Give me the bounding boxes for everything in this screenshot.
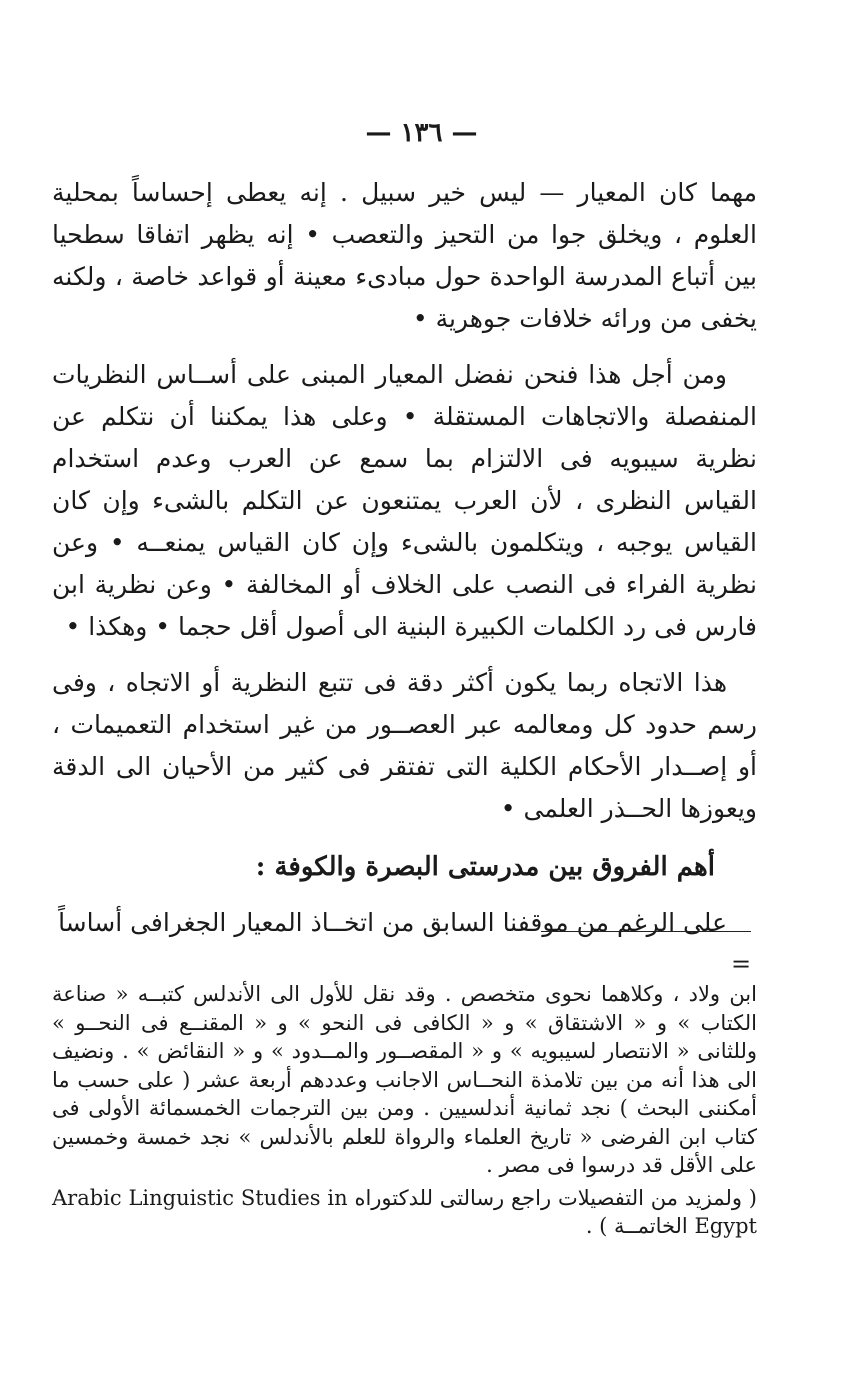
paragraph-3: هذا الاتجاه ربما يكون أكثر دقة فى تتبع النظرية أو الاتجاه ، وفى رسم حدود كل ومعالمه عبر العصــور من غير استخدام التعميمات ، أو إصــدار الأحكام الكلية التى تفتقر فى كثير من الأحيان الى الدقة ويعوزها الحــذر العلمى • [52,668,757,823]
footnote-continuation-mark: = [730,950,752,978]
main-text [52,172,757,944]
footnotes [52,980,757,1241]
footnote-2-arabic-end: الخاتمــة ) . [585,1214,688,1238]
footnote-1: ابن ولاد ، وكلاهما نحوى متخصص . وقد نقل للأول الى الأندلس كتبــه « صناعة الكتاب » و « الاشتقاق » و « الكافى فى النحو » و « المقنــع فى النحــو » وللثانى « الانتصار لسيبويه » و « المقصــور والمــدود » و « النقائض » . ونضيف الى هذا أنه من بين تلامذة النحــاس الاجانب وعددهم أربعة عشر ( على حسب ما أمكننى البحث ) نجد ثمانية أندلسيين . ومن بين الترجمات الخمسمائة الأولى فى كتاب ابن الفرضى « تاريخ العلماء والرواة للعلم بالأندلس » نجد خمسة وخمسين على الأقل قد درسوا فى مصر . [52,982,757,1177]
footnote-separator [541,931,751,932]
paragraph-1: مهما كان المعيار — ليس خير سبيل . إنه يعطى إحساساً بمحلية العلوم ، ويخلق جوا من التحيز والتعصب • إنه يظهر اتفاقا سطحيا بين أتباع المدرسة الواحدة حول مبادىء معينة أو قواعد خاصة ، ولكنه يخفى من ورائه خلافات جوهرية • [52,178,757,333]
paragraph-2: ومن أجل هذا فنحن نفضل المعيار المبنى على أســاس النظريات المنفصلة والاتجاهات المستقلة • وعلى هذا يمكننا أن نتكلم عن نظرية سيبويه فى الالتزام بما سمع عن العرب وعدم استخدام القياس النظرى ، لأن العرب يمتنعون عن التكلم بالشىء وإن كان القياس يوجبه ، ويتكلمون بالشىء وإن كان القياس يمنعــه • وعن نظرية الفراء فى النصب على الخلاف أو المخالفة • وعن نظرية ابن فارس فى رد الكلمات الكبيرة البنية الى أصول أقل حجما • وهكذا • [52,360,757,641]
paragraph-4: على الرغم من موقفنا السابق من اتخــاذ المعيار الجغرافى أساساً [58,908,727,937]
footnote-2-arabic-start: ( ولمزيد من التفصيلات راجع رسالتى للدكتوراه [354,1185,757,1210]
section-heading: أهم الفروق بين مدرستى البصرة والكوفة : [255,852,715,882]
page-number: — ١٣٦ — [365,118,478,148]
footnote-2-english-title: Arabic Linguistic Studies in Egypt [52,1185,757,1238]
footnote-2 [52,1184,757,1241]
